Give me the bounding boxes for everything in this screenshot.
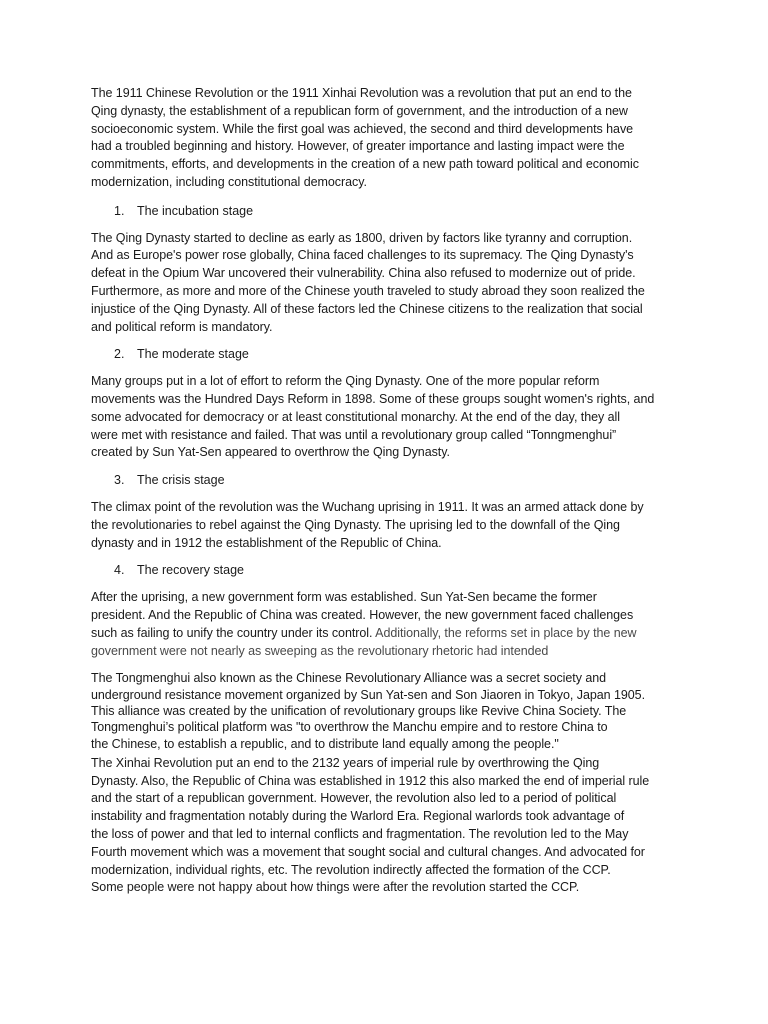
conclusion-paragraph: The Xinhai Revolution put an end to the 2132 years of imperial rule by overthrowing the Qing Dynasty. Also, the Republic of China was established in 1912 this also marked the end of imperial rule and the start of a republican government. However, the revolution also led to a period of political instability and fragmentation notably during the Warlord Era. Regional warlords took advantage of the loss of power and that led to internal conflicts and fragmentation. The revolution led to the May Fourth movement which was a movement that sought social and cultural changes. And advocated for modernization, individual rights, etc. The revolution indirectly affected the formation of the CCP. Some people were not happy about how things were after the revolution started the CCP.: [91, 755, 650, 895]
incubation-paragraph: The Qing Dynasty started to decline as early as 1800, driven by factors like tyranny and corruption. And as Europe's power rose globally, China faced challenges to its supremacy. The Qing Dynasty's defeat in the Opium War uncovered their vulnerability. China also refused to modernize out of pride. Furthermore, as more and more of the Chinese youth traveled to study abroad they soon realized the injustice of the Qing Dynasty. All of these factors led the Chinese citizens to the realization that social and political reform is mandatory.: [91, 230, 645, 334]
stage-title: The recovery stage: [137, 563, 244, 578]
crisis-paragraph: The climax point of the revolution was the Wuchang uprising in 1911. It was an armed attack done by the revolutionaries to rebel against the Qing Dynasty. The uprising led to the downfall of the Qing dynasty and in 1912 the establishment of the Republic of China.: [91, 499, 644, 550]
recovery-paragraph: [91, 589, 679, 660]
stage-heading-recovery: [91, 562, 679, 580]
stage-heading-moderate: [91, 346, 679, 364]
list-number: 2.: [114, 347, 125, 362]
stage-heading-crisis: [91, 472, 679, 490]
stage-title: The incubation stage: [137, 203, 254, 218]
tongmenghui-paragraph: The Tongmenghui also known as the Chinese Revolutionary Alliance was a secret society and underground resistance movement organized by Sun Yat-sen and Son Jiaoren in Tokyo, Japan 1905. This alliance was created by the unification of revolutionary groups like Revive China Society. The Tongmenghui’s political platform was "to overthrow the Manchu empire and to restore China to the Chinese, to establish a republic, and to distribute land equally among the people.": [91, 671, 645, 751]
stage-heading-incubation: [91, 203, 679, 221]
list-number: 1.: [114, 203, 125, 218]
stage-title: The crisis stage: [137, 473, 225, 488]
moderate-paragraph: Many groups put in a lot of effort to reform the Qing Dynasty. One of the more popular reform movements was the Hundred Days Reform in 1898. Some of these groups sought women's rights, and some advocated for democracy or at least constitutional monarchy. At the end of the day, they all were met with resistance and failed. That was until a revolutionary group called “Tonngmenghui” created by Sun Yat-Sen appeared to overthrow the Qing Dynasty.: [91, 374, 655, 460]
recovery-text-gray: Additionally, the reforms set in place by the new government were not nearly as sweeping as the revolutionary rhetoric had intended: [91, 625, 637, 658]
list-number: 3.: [114, 473, 125, 488]
document-page: [91, 85, 679, 897]
list-number: 4.: [114, 563, 125, 578]
intro-paragraph: The 1911 Chinese Revolution or the 1911 Xinhai Revolution was a revolution that put an end to the Qing dynasty, the establishment of a republican form of government, and the introduction of a new socioeconomic system. While the first goal was achieved, the second and third developments have had a troubled beginning and history. However, of greater importance and lasting impact were the commitments, efforts, and developments in the creation of a new path toward political and economic modernization, including constitutional democracy.: [91, 86, 639, 189]
recovery-text: After the uprising, a new government form was established. Sun Yat-Sen became the former president. And the Republic of China was created. However, the new government faced challenges such as failing to unify the country under its control.: [91, 590, 634, 640]
stage-title: The moderate stage: [137, 347, 249, 362]
